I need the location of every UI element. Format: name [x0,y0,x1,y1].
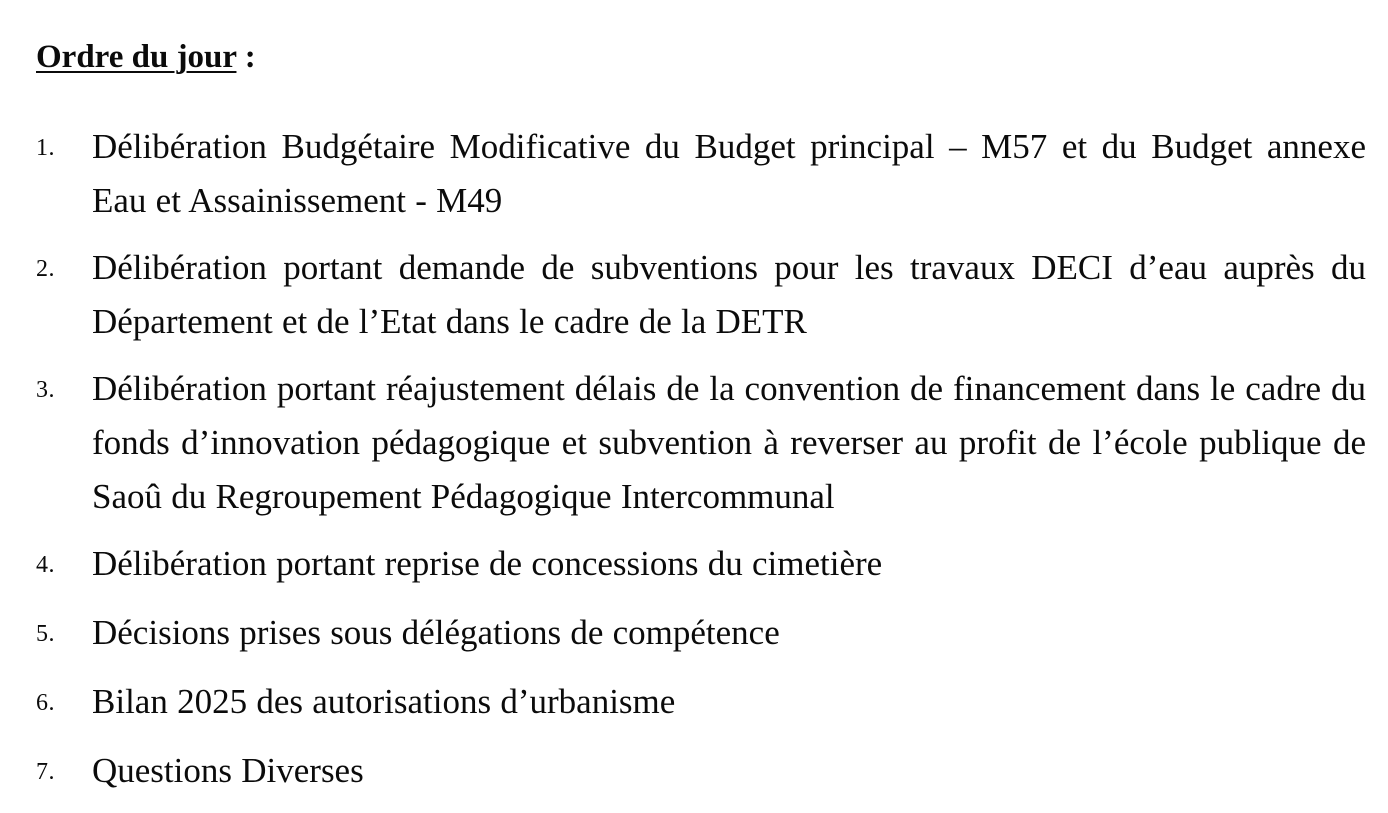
agenda-item-number: 4. [36,552,55,578]
agenda-item-7 [36,744,1366,800]
agenda-item-text: Délibération Budgétaire Modificative du Budget principal – M57 et du Budget annexe Eau et Assainissement - M49 [92,127,1366,220]
agenda-item-number: 3. [36,377,55,403]
agenda-item-number: 2. [36,256,55,282]
agenda-item-text: Délibération portant reprise de concessions du cimetière [92,544,883,583]
agenda-item-text: Décisions prises sous délégations de compétence [92,613,780,652]
page-title [36,38,256,78]
agenda-item-3 [36,362,1366,524]
agenda-item-number: 7. [36,759,55,785]
agenda-item-text: Bilan 2025 des autorisations d’urbanisme [92,682,676,721]
agenda-item-2 [36,241,1366,349]
agenda-item-text: Délibération portant réajustement délais de la convention de financement dans le cadre du fonds d’innovation pédagogique et subvention à reverser au profit de l’école publique de Saoû du Regroupement Pédagogique Intercommunal [92,369,1366,516]
agenda-item-1 [36,120,1366,228]
agenda-item-number: 1. [36,135,55,161]
agenda-item-text: Questions Diverses [92,751,364,790]
agenda-list [36,120,1366,813]
agenda-item-4 [36,537,1366,593]
agenda-item-6 [36,675,1366,731]
page-title-colon: : [244,39,256,75]
agenda-item-text: Délibération portant demande de subventions pour les travaux DECI d’eau auprès du Département et de l’Etat dans le cadre de la DETR [92,248,1366,341]
agenda-item-5 [36,606,1366,662]
agenda-item-number: 5. [36,621,55,647]
page-title-text: Ordre du jour [36,39,237,75]
agenda-item-number: 6. [36,690,55,716]
